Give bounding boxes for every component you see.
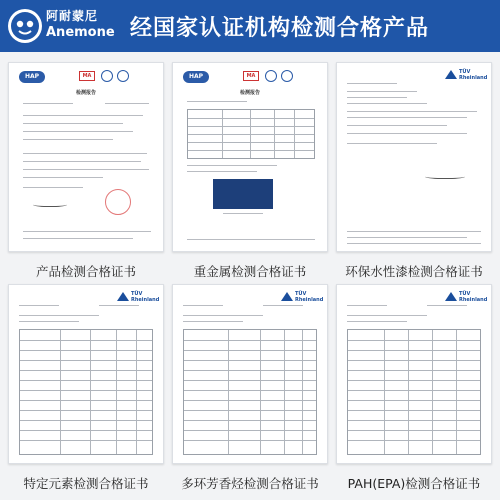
certificate-document[interactable]: [336, 284, 492, 464]
certificate-caption: 特定元素检测合格证书: [23, 476, 149, 491]
cma-mark-icon: MA: [243, 71, 259, 81]
brand-name-cn: 阿耐蒙尼: [46, 9, 99, 23]
certificate-item[interactable]: [8, 62, 164, 290]
certificate-caption: 重金属检测合格证书: [193, 264, 307, 279]
tuv-logo-icon: [281, 292, 293, 301]
certificate-caption: PAH(EPA)检测合格证书: [347, 476, 481, 491]
hap-logo-icon: HAP: [19, 71, 45, 83]
page-headline: 经国家认证机构检测合格产品: [130, 16, 430, 41]
certificate-item[interactable]: [172, 62, 328, 290]
header-banner: [0, 0, 500, 52]
certificate-document[interactable]: [8, 284, 164, 464]
brand-name-en: Anemone: [46, 25, 115, 40]
document-title: 检测报告: [239, 90, 260, 96]
issuer-name: TÜV Rheinland: [131, 291, 160, 303]
ilac-mark-icon: [281, 70, 293, 82]
cma-mark-icon: MA: [79, 71, 95, 81]
tuv-logo-icon: [445, 70, 457, 79]
issuer-name: TÜV Rheinland: [459, 291, 488, 303]
anemone-logo-icon: [8, 9, 42, 43]
certificate-item[interactable]: [336, 284, 492, 500]
cnas-mark-icon: [265, 70, 277, 82]
certificate-document[interactable]: [8, 62, 164, 252]
certificate-document[interactable]: [172, 284, 328, 464]
results-table: [19, 329, 153, 455]
results-table: [347, 329, 481, 455]
certificate-caption: 产品检测合格证书: [35, 264, 136, 279]
cnas-mark-icon: [101, 70, 113, 82]
sample-photo: [213, 179, 273, 209]
tuv-logo-icon: [117, 292, 129, 301]
ilac-mark-icon: [117, 70, 129, 82]
hap-logo-icon: HAP: [183, 71, 209, 83]
certificate-item[interactable]: [8, 284, 164, 500]
tuv-logo-icon: [445, 292, 457, 301]
signature: [33, 201, 67, 207]
results-table: [187, 109, 315, 159]
certificate-item[interactable]: [172, 284, 328, 500]
document-title: 检测报告: [75, 90, 96, 96]
official-stamp: [105, 189, 131, 215]
issuer-name: TÜV Rheinland: [459, 69, 488, 81]
certificate-caption: 多环芳香烃检测合格证书: [181, 476, 319, 491]
certificate-item[interactable]: [336, 62, 492, 290]
results-table: [183, 329, 317, 455]
issuer-name: TÜV Rheinland: [295, 291, 324, 303]
certificate-document[interactable]: [172, 62, 328, 252]
certificate-grid: [0, 52, 500, 500]
certificate-document[interactable]: [336, 62, 492, 252]
signature: [425, 173, 465, 179]
certificate-caption: 环保水性漆检测合格证书: [345, 264, 483, 279]
